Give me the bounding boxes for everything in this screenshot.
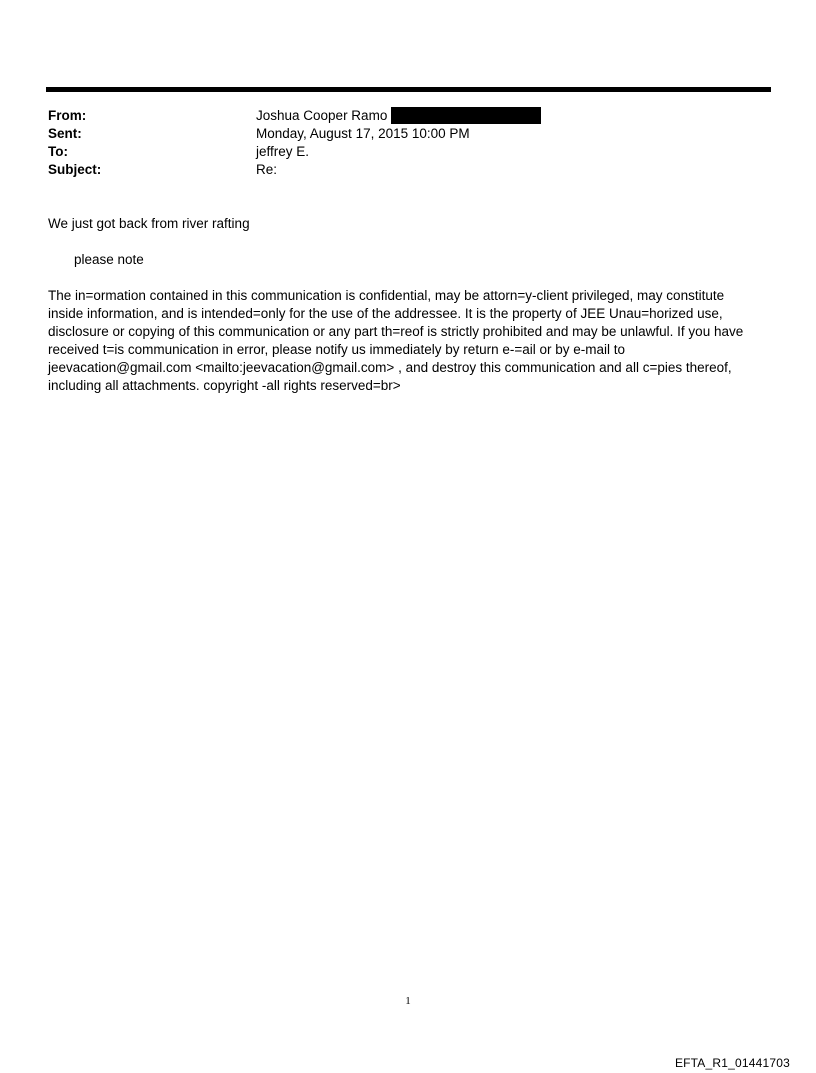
sent-value: Monday, August 17, 2015 10:00 PM xyxy=(256,126,470,141)
disclaimer-line: disclosure or copying of this communication or any part th=reof is strictly prohibited and may be unlawful. If you have xyxy=(48,324,744,339)
disclaimer-line: inside information, and is intended=only for the use of the addressee. It is the property of JEE Unau=horized use, xyxy=(48,306,723,321)
page-number: 1 xyxy=(405,995,411,1007)
sent-row xyxy=(48,125,768,143)
redaction-box xyxy=(391,107,541,124)
subject-value: Re: xyxy=(256,162,278,177)
subject-label: Subject: xyxy=(48,162,102,177)
to-row xyxy=(48,143,768,161)
from-row xyxy=(48,107,768,125)
bates-number: EFTA_R1_01441703 xyxy=(674,1056,790,1070)
message-line-1: We just got back from river rafting xyxy=(48,216,250,231)
message-line-2: please note xyxy=(74,252,144,267)
disclaimer-line: received t=is communication in error, please notify us immediately by return e-=ail or by e-mail to xyxy=(48,342,625,357)
disclaimer-line: The in=ormation contained in this communication is confidential, may be attorn=y-client privileged, may constitute xyxy=(48,288,725,303)
disclaimer-line: jeevacation@gmail.com <mailto:jeevacation@gmail.com> , and destroy this communication and all c=pies thereof, xyxy=(48,360,732,375)
from-name: Joshua Cooper Ramo xyxy=(256,108,388,123)
subject-row xyxy=(48,161,768,179)
header-divider xyxy=(46,87,771,92)
confidentiality-disclaimer xyxy=(48,287,763,395)
from-label: From: xyxy=(48,108,87,123)
to-value: jeffrey E. xyxy=(256,144,310,159)
from-value xyxy=(256,107,541,125)
disclaimer-line: including all attachments. copyright -all rights reserved=br> xyxy=(48,378,401,393)
email-header xyxy=(48,107,768,179)
sent-label: Sent: xyxy=(48,126,82,141)
to-label: To: xyxy=(48,144,68,159)
